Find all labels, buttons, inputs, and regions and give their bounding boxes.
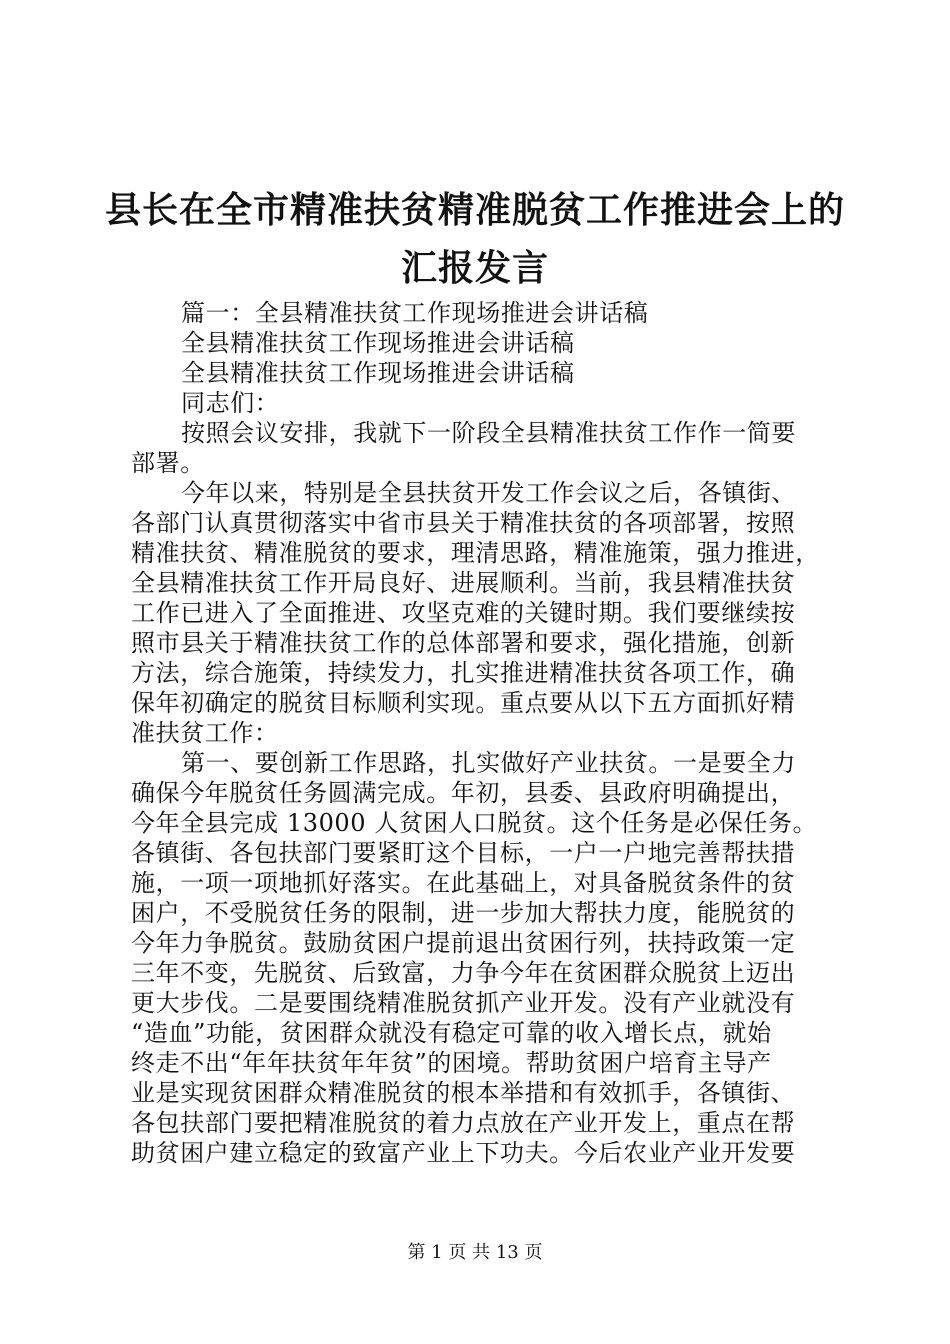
body-line: 困户，不受脱贫任务的限制，进一步加大帮扶力度，能脱贫的 bbox=[131, 899, 796, 927]
body-line: “造血”功能，贫困群众就没有稳定可靠的收入增长点，就始 bbox=[131, 1019, 772, 1047]
body-line: 工作已进入了全面推进、攻坚克难的关键时期。我们要继续按 bbox=[131, 599, 796, 627]
body-line: 篇一：全县精准扶贫工作现场推进会讲话稿 bbox=[181, 299, 649, 327]
body-line: 业是实现贫困群众精准脱贫的根本举措和有效抓手，各镇街、 bbox=[131, 1079, 796, 1107]
body-line: 更大步伐。二是要围绕精准脱贫抓产业开发。没有产业就没有 bbox=[131, 989, 796, 1017]
body-line: 各包扶部门要把精准脱贫的着力点放在产业开发上，重点在帮 bbox=[131, 1109, 796, 1137]
document-title-line-2: 汇报发言 bbox=[400, 248, 549, 289]
document-title-line-1: 县长在全市精准扶贫精准脱贫工作推进会上的 bbox=[104, 190, 845, 231]
body-line: 照市县关于精准扶贫工作的总体部署和要求，强化措施，创新 bbox=[131, 629, 796, 657]
body-line: 全县精准扶贫工作现场推进会讲话稿 bbox=[181, 359, 575, 387]
page-footer: 第 1 页 共 13 页 bbox=[407, 1242, 543, 1263]
body-line: 今年以来，特别是全县扶贫开发工作会议之后，各镇街、 bbox=[181, 479, 796, 507]
body-line: 终走不出“年年扶贫年年贫”的困境。帮助贫困户培育主导产 bbox=[131, 1049, 772, 1077]
body-line: 今年力争脱贫。鼓励贫困户提前退出贫困行列，扶持政策一定 bbox=[131, 929, 796, 957]
body-line: 助贫困户建立稳定的致富产业上下功夫。今后农业产业开发要 bbox=[131, 1139, 796, 1167]
body-line: 全县精准扶贫工作现场推进会讲话稿 bbox=[181, 329, 575, 357]
body-line: 第一、要创新工作思路，扎实做好产业扶贫。一是要全力 bbox=[181, 749, 796, 777]
body-line: 准扶贫工作： bbox=[131, 719, 279, 747]
body-line: 今年全县完成 13000 人贫困人口脱贫。这个任务是必保任务。 bbox=[131, 809, 818, 837]
body-line: 各部门认真贯彻落实中省市县关于精准扶贫的各项部署，按照 bbox=[131, 509, 796, 537]
body-line: 确保今年脱贫任务圆满完成。年初，县委、县政府明确提出， bbox=[131, 779, 796, 807]
body-line: 方法，综合施策，持续发力，扎实推进精准扶贫各项工作，确 bbox=[131, 659, 796, 687]
body-line: 各镇街、各包扶部门要紧盯这个目标，一户一户地完善帮扶措 bbox=[131, 839, 796, 867]
document-body bbox=[131, 298, 831, 1168]
body-line: 三年不变，先脱贫、后致富，力争今年在贫困群众脱贫上迈出 bbox=[131, 959, 796, 987]
body-line: 保年初确定的脱贫目标顺利实现。重点要从以下五方面抓好精 bbox=[131, 689, 796, 717]
body-line: 部署。 bbox=[131, 449, 205, 477]
body-line: 施，一项一项地抓好落实。在此基础上，对具备脱贫条件的贫 bbox=[131, 869, 796, 897]
body-line: 同志们： bbox=[181, 389, 280, 417]
body-line: 按照会议安排，我就下一阶段全县精准扶贫工作作一简要 bbox=[181, 419, 796, 447]
body-line: 精准扶贫、精准脱贫的要求，理清思路，精准施策，强力推进， bbox=[131, 539, 820, 567]
body-line: 全县精准扶贫工作开局良好、进展顺利。当前，我县精准扶贫 bbox=[131, 569, 796, 597]
